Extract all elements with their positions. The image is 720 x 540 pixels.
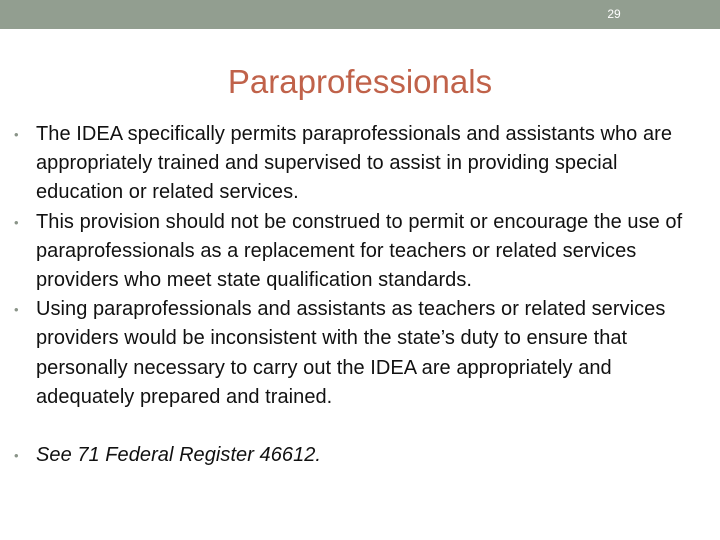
slide-title: Paraprofessionals — [227, 63, 493, 100]
bullet-marker: • — [14, 214, 19, 230]
bullet-item — [14, 208, 704, 296]
slide-number: 29 — [607, 7, 621, 21]
bullet-marker: • — [14, 302, 19, 318]
citation-text: See 71 Federal Register 46612. — [36, 444, 322, 467]
bullet-item — [14, 120, 704, 208]
bullet-item — [14, 441, 704, 470]
bullet-text: The IDEA specifically permits paraprofessionals and assistants who are appropriately trained and supervised to assist in providing special education or related services. — [36, 123, 673, 204]
bullet-list — [14, 120, 704, 470]
bullet-marker: • — [14, 448, 19, 464]
top-bar — [0, 0, 720, 29]
bullet-text: Using paraprofessionals and assistants as teachers or related services providers would be inconsistent with the state’s duty to ensure that personally necessary to carry out the IDEA are appropriately and adequately prepared and trained. — [36, 298, 666, 408]
bullet-marker: • — [14, 127, 19, 142]
bullet-text: This provision should not be construed to permit or encourage the use of paraprofessionals as a replacement for teachers or related services providers who meet state qualification standards. — [36, 210, 683, 292]
bullet-item — [14, 295, 704, 412]
